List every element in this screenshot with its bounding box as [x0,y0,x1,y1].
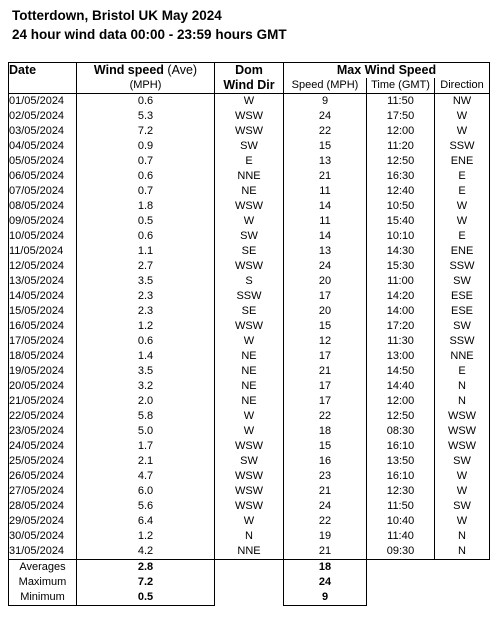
summary-blank [215,575,284,590]
dom-dir-cell: WSW [215,484,284,499]
table-row [9,379,490,394]
avg-speed-cell: 4.7 [77,469,215,484]
header-wind-speed-ave: (Ave) [163,63,198,77]
avg-speed-cell: 3.2 [77,379,215,394]
summary-avg-speed-maximum: 7.2 [77,575,215,590]
table-row [9,274,490,289]
time-cell: 12:00 [367,124,435,139]
table-row [9,499,490,514]
max-speed-cell: 21 [284,484,367,499]
dom-dir-cell: WSW [215,469,284,484]
max-speed-cell: 19 [284,529,367,544]
time-cell: 16:10 [367,439,435,454]
date-cell: 10/05/2024 [9,229,77,244]
dom-dir-cell: SE [215,304,284,319]
max-speed-cell: 15 [284,319,367,334]
time-cell: 14:40 [367,379,435,394]
summary-blank [435,590,490,606]
header-date-blank [9,78,77,94]
date-cell: 03/05/2024 [9,124,77,139]
time-cell: 11:00 [367,274,435,289]
summary-label-averages: Averages [9,560,77,576]
table-row [9,169,490,184]
max-speed-cell: 24 [284,109,367,124]
avg-speed-cell: 0.7 [77,154,215,169]
table-row [9,184,490,199]
direction-cell: ENE [435,154,490,169]
time-cell: 10:40 [367,514,435,529]
date-cell: 06/05/2024 [9,169,77,184]
table-row [9,244,490,259]
time-cell: 15:40 [367,214,435,229]
header-direction: Direction [435,78,490,94]
table-row [9,544,490,560]
date-cell: 24/05/2024 [9,439,77,454]
time-cell: 11:50 [367,94,435,110]
table-row [9,514,490,529]
table-row [9,259,490,274]
date-cell: 29/05/2024 [9,514,77,529]
avg-speed-cell: 2.0 [77,394,215,409]
direction-cell: W [435,124,490,139]
max-speed-cell: 13 [284,154,367,169]
dom-dir-cell: SW [215,454,284,469]
direction-cell: W [435,109,490,124]
dom-dir-cell: NE [215,184,284,199]
max-speed-cell: 20 [284,274,367,289]
dom-dir-cell: SE [215,244,284,259]
dom-dir-cell: W [215,94,284,110]
table-row [9,454,490,469]
summary-avg-speed-averages: 2.8 [77,560,215,576]
time-cell: 12:40 [367,184,435,199]
date-cell: 16/05/2024 [9,319,77,334]
header-speed-mph: Speed (MPH) [284,78,367,94]
direction-cell: W [435,214,490,229]
header-wind-speed [77,63,215,79]
dom-dir-cell: W [215,409,284,424]
date-cell: 22/05/2024 [9,409,77,424]
direction-cell: SW [435,454,490,469]
date-cell: 20/05/2024 [9,379,77,394]
avg-speed-cell: 0.6 [77,334,215,349]
summary-max-speed-averages: 18 [284,560,367,576]
dom-dir-cell: WSW [215,439,284,454]
date-cell: 21/05/2024 [9,394,77,409]
avg-speed-cell: 2.7 [77,259,215,274]
avg-speed-cell: 0.6 [77,229,215,244]
table-row [9,469,490,484]
direction-cell: WSW [435,409,490,424]
max-speed-cell: 20 [284,304,367,319]
page-title: Totterdown, Bristol UK May 2024 [12,8,222,23]
max-speed-cell: 13 [284,244,367,259]
direction-cell: N [435,394,490,409]
date-cell: 19/05/2024 [9,364,77,379]
header-row-1 [9,63,490,79]
table-row [9,94,490,110]
date-cell: 25/05/2024 [9,454,77,469]
date-cell: 28/05/2024 [9,499,77,514]
header-date: Date [9,63,77,79]
dom-dir-cell: W [215,514,284,529]
dom-dir-cell: NE [215,349,284,364]
dom-dir-cell: SW [215,139,284,154]
max-speed-cell: 24 [284,499,367,514]
max-speed-cell: 24 [284,259,367,274]
direction-cell: ENE [435,244,490,259]
summary-label-minimum: Minimum [9,590,77,606]
time-cell: 12:50 [367,409,435,424]
time-cell: 11:20 [367,139,435,154]
dom-dir-cell: N [215,529,284,544]
max-speed-cell: 17 [284,379,367,394]
time-cell: 14:30 [367,244,435,259]
max-speed-cell: 11 [284,184,367,199]
max-speed-cell: 21 [284,364,367,379]
avg-speed-cell: 5.0 [77,424,215,439]
avg-speed-cell: 1.2 [77,319,215,334]
avg-speed-cell: 2.3 [77,289,215,304]
direction-cell: E [435,364,490,379]
dom-dir-cell: E [215,154,284,169]
summary-label-maximum: Maximum [9,575,77,590]
direction-cell: N [435,379,490,394]
direction-cell: N [435,529,490,544]
time-cell: 14:50 [367,364,435,379]
max-speed-cell: 17 [284,349,367,364]
avg-speed-cell: 1.1 [77,244,215,259]
time-cell: 13:50 [367,454,435,469]
direction-cell: ESE [435,289,490,304]
page-subtitle: 24 hour wind data 00:00 - 23:59 hours GMT [12,27,287,42]
summary-blank [367,575,435,590]
date-cell: 17/05/2024 [9,334,77,349]
max-speed-cell: 16 [284,454,367,469]
direction-cell: W [435,514,490,529]
time-cell: 12:00 [367,394,435,409]
max-speed-cell: 15 [284,139,367,154]
date-cell: 09/05/2024 [9,214,77,229]
max-speed-cell: 9 [284,94,367,110]
time-cell: 12:50 [367,154,435,169]
direction-cell: WSW [435,424,490,439]
summary-blank [367,560,435,576]
max-speed-cell: 14 [284,229,367,244]
wind-data-table [8,62,490,606]
table-row [9,304,490,319]
summary-row-averages [9,560,490,576]
avg-speed-cell: 4.2 [77,544,215,560]
time-cell: 16:10 [367,469,435,484]
avg-speed-cell: 5.8 [77,409,215,424]
direction-cell: SSW [435,259,490,274]
date-cell: 27/05/2024 [9,484,77,499]
avg-speed-cell: 1.8 [77,199,215,214]
avg-speed-cell: 3.5 [77,274,215,289]
table-row [9,139,490,154]
table-row [9,229,490,244]
table-row [9,334,490,349]
direction-cell: SSW [435,139,490,154]
dom-dir-cell: NNE [215,169,284,184]
direction-cell: SW [435,499,490,514]
avg-speed-cell: 2.3 [77,304,215,319]
max-speed-cell: 22 [284,409,367,424]
header-wind-dir: Wind Dir [215,78,284,94]
avg-speed-cell: 7.2 [77,124,215,139]
date-cell: 31/05/2024 [9,544,77,560]
avg-speed-cell: 6.0 [77,484,215,499]
table-row [9,199,490,214]
header-row-2 [9,78,490,94]
summary-blank [215,590,284,606]
avg-speed-cell: 0.9 [77,139,215,154]
dom-dir-cell: WSW [215,319,284,334]
table-row [9,364,490,379]
avg-speed-cell: 2.1 [77,454,215,469]
dom-dir-cell: NE [215,379,284,394]
date-cell: 11/05/2024 [9,244,77,259]
date-cell: 05/05/2024 [9,154,77,169]
dom-dir-cell: NE [215,364,284,379]
avg-speed-cell: 0.7 [77,184,215,199]
summary-blank [367,590,435,606]
time-cell: 12:30 [367,484,435,499]
direction-cell: ESE [435,304,490,319]
time-cell: 17:50 [367,109,435,124]
table-row [9,529,490,544]
time-cell: 09:30 [367,544,435,560]
date-cell: 02/05/2024 [9,109,77,124]
date-cell: 23/05/2024 [9,424,77,439]
avg-speed-cell: 1.7 [77,439,215,454]
header-time-gmt: Time (GMT) [367,78,435,94]
table-row [9,124,490,139]
date-cell: 14/05/2024 [9,289,77,304]
avg-speed-cell: 1.2 [77,529,215,544]
avg-speed-cell: 1.4 [77,349,215,364]
max-speed-cell: 21 [284,544,367,560]
table-row [9,409,490,424]
date-cell: 07/05/2024 [9,184,77,199]
date-cell: 08/05/2024 [9,199,77,214]
direction-cell: SW [435,274,490,289]
avg-speed-cell: 0.6 [77,94,215,110]
direction-cell: E [435,229,490,244]
max-speed-cell: 12 [284,334,367,349]
dom-dir-cell: WSW [215,499,284,514]
date-cell: 13/05/2024 [9,274,77,289]
dom-dir-cell: SSW [215,289,284,304]
header-wind-speed-unit: (MPH) [77,78,215,94]
summary-max-speed-maximum: 24 [284,575,367,590]
date-cell: 01/05/2024 [9,94,77,110]
table-row [9,289,490,304]
table-row [9,424,490,439]
table-row [9,484,490,499]
dom-dir-cell: SW [215,229,284,244]
dom-dir-cell: S [215,274,284,289]
avg-speed-cell: 0.5 [77,214,215,229]
max-speed-cell: 11 [284,214,367,229]
dom-dir-cell: WSW [215,199,284,214]
direction-cell: E [435,184,490,199]
date-cell: 15/05/2024 [9,304,77,319]
summary-row-minimum [9,590,490,606]
date-cell: 04/05/2024 [9,139,77,154]
summary-blank [435,575,490,590]
dom-dir-cell: NE [215,394,284,409]
time-cell: 16:30 [367,169,435,184]
time-cell: 13:00 [367,349,435,364]
time-cell: 10:10 [367,229,435,244]
dom-dir-cell: W [215,214,284,229]
max-speed-cell: 18 [284,424,367,439]
direction-cell: NNE [435,349,490,364]
summary-max-speed-minimum: 9 [284,590,367,606]
direction-cell: W [435,199,490,214]
summary-blank [435,560,490,576]
max-speed-cell: 21 [284,169,367,184]
summary-avg-speed-minimum: 0.5 [77,590,215,606]
date-cell: 18/05/2024 [9,349,77,364]
dom-dir-cell: WSW [215,109,284,124]
time-cell: 11:40 [367,529,435,544]
table-row [9,439,490,454]
table-row [9,319,490,334]
direction-cell: SSW [435,334,490,349]
date-cell: 26/05/2024 [9,469,77,484]
time-cell: 14:20 [367,289,435,304]
direction-cell: N [435,544,490,560]
direction-cell: W [435,469,490,484]
max-speed-cell: 17 [284,289,367,304]
table-row [9,394,490,409]
avg-speed-cell: 6.4 [77,514,215,529]
table-row [9,109,490,124]
header-max-wind-speed: Max Wind Speed [284,63,490,79]
direction-cell: W [435,484,490,499]
direction-cell: E [435,169,490,184]
table-row [9,214,490,229]
time-cell: 10:50 [367,199,435,214]
direction-cell: NW [435,94,490,110]
dom-dir-cell: W [215,334,284,349]
dom-dir-cell: W [215,424,284,439]
max-speed-cell: 22 [284,124,367,139]
direction-cell: WSW [435,439,490,454]
dom-dir-cell: WSW [215,124,284,139]
date-cell: 30/05/2024 [9,529,77,544]
max-speed-cell: 15 [284,439,367,454]
avg-speed-cell: 0.6 [77,169,215,184]
time-cell: 17:20 [367,319,435,334]
dom-dir-cell: WSW [215,259,284,274]
time-cell: 11:30 [367,334,435,349]
avg-speed-cell: 5.3 [77,109,215,124]
summary-row-maximum [9,575,490,590]
max-speed-cell: 23 [284,469,367,484]
summary-blank [215,560,284,576]
header-wind-speed-label: Wind speed [93,63,164,77]
dom-dir-cell: NNE [215,544,284,560]
time-cell: 08:30 [367,424,435,439]
direction-cell: SW [435,319,490,334]
max-speed-cell: 14 [284,199,367,214]
max-speed-cell: 22 [284,514,367,529]
table-row [9,154,490,169]
max-speed-cell: 17 [284,394,367,409]
time-cell: 15:30 [367,259,435,274]
date-cell: 12/05/2024 [9,259,77,274]
avg-speed-cell: 5.6 [77,499,215,514]
time-cell: 11:50 [367,499,435,514]
table-row [9,349,490,364]
time-cell: 14:00 [367,304,435,319]
avg-speed-cell: 3.5 [77,364,215,379]
header-dom: Dom [215,63,284,79]
